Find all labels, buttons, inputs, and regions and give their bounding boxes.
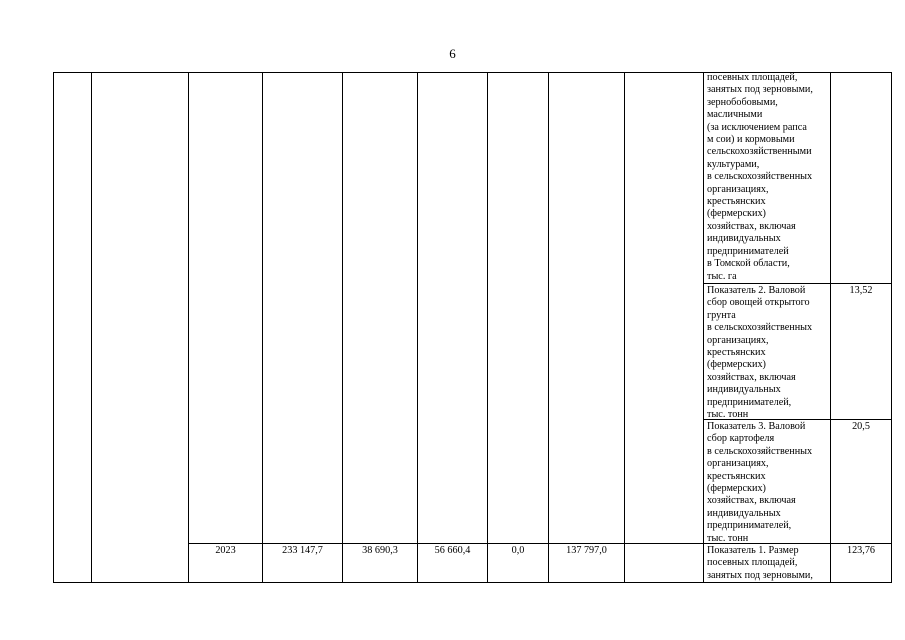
regional-budget-cell: 56 660,4 [434, 545, 471, 556]
table-col-divider [91, 72, 92, 583]
indicator-text: Показатель 3. Валовой сбор картофеля в сельскохозяйственных организациях, крестьянских (фермерских) хозяйствах, включая индивидуальных предпринимателей, тыс. тонн [707, 421, 813, 544]
total-cell: 233 147,7 [282, 545, 323, 556]
indicator-value: 123,76 [846, 545, 875, 556]
table-col-divider [624, 72, 625, 583]
table-col-divider [548, 72, 549, 583]
page-number: 6 [449, 46, 456, 61]
indicator-text: Показатель 1. Размер посевных площадей, занятых под зерновыми, [707, 545, 813, 581]
table-border-right [891, 72, 892, 583]
federal-budget-cell: 38 690,3 [362, 545, 398, 556]
table-col-divider [417, 72, 418, 583]
table-col-divider [262, 72, 263, 583]
indicator-value: 20,5 [852, 421, 870, 432]
table-border-left [53, 72, 54, 583]
table-col-divider [342, 72, 343, 583]
indicator-text: посевных площадей, занятых под зерновыми, зернобобовыми, масличными (за исключением рапса м сои) и кормовыми сельскохозяйственными культурами, в сельскохозяйственных организациях, крестьянских (фермерских) хозяйствах, включая индивидуальных предпринимателей в Томской области, тыс. га [707, 72, 813, 282]
table-col-divider [703, 72, 704, 583]
indicator-text: Показатель 2. Валовой сбор овощей открытого грунта в сельскохозяйственных организациях, крестьянских (фермерских) хозяйствах, включая индивидуальных предпринимателей, тыс. тонн [707, 285, 813, 421]
table-col-divider [830, 72, 831, 583]
indicator-value: 13,52 [849, 285, 873, 296]
table-col-divider [188, 72, 189, 583]
table-col-divider [487, 72, 488, 583]
local-budget-cell: 0,0 [511, 545, 525, 556]
year-cell: 2023 [215, 545, 236, 556]
indicator-divider [703, 283, 892, 284]
extrabudget-cell: 137 797,0 [566, 545, 607, 556]
